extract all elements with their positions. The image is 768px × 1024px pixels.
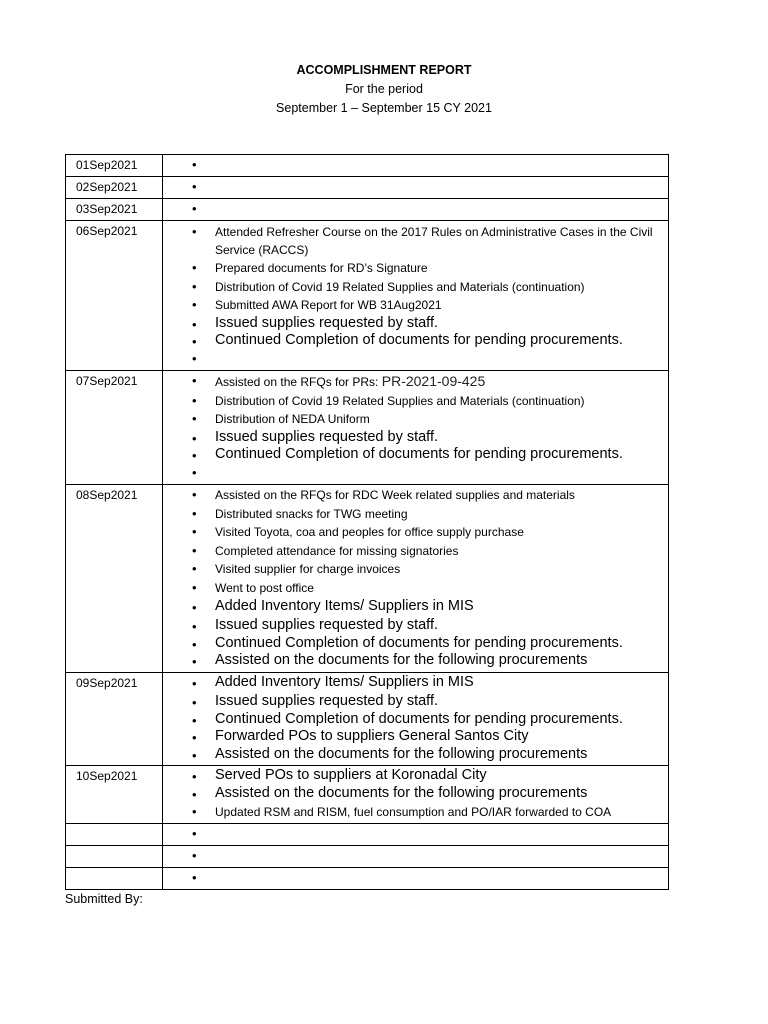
report-period: September 1 – September 15 CY 2021 — [276, 101, 492, 115]
items-cell — [163, 846, 669, 868]
bullet-icon: • — [192, 316, 197, 332]
item-text: Assisted on the RFQs for PRs: — [215, 375, 379, 389]
date-cell: 08Sep2021 — [66, 484, 163, 672]
item-text: Submitted AWA Report for WB 31Aug2021 — [215, 298, 442, 312]
list-item — [163, 542, 668, 560]
bullet-icon: • — [192, 579, 197, 595]
date-cell — [66, 868, 163, 890]
list-item — [163, 505, 668, 523]
table-row — [66, 370, 669, 484]
bullet-icon: • — [192, 260, 197, 275]
list-item — [163, 652, 668, 670]
item-text: Issued supplies requested by staff. — [215, 617, 439, 633]
list-item — [163, 674, 668, 692]
bullet-icon: • — [192, 826, 197, 841]
list-item — [163, 598, 668, 616]
table-row — [66, 868, 669, 890]
item-text: Added Inventory Items/ Suppliers in MIS — [215, 673, 474, 690]
bullet-icon: • — [192, 350, 197, 366]
item-text: Visited supplier for charge invoices — [215, 562, 401, 576]
list-item — [163, 847, 668, 865]
table-row — [66, 177, 669, 199]
bullet-icon: • — [192, 487, 197, 502]
item-text: Visited Toyota, coa and peoples for office supply purchase — [215, 525, 524, 539]
accomplishment-table — [65, 154, 669, 890]
item-text: Continued Completion of documents for pending procurements. — [215, 710, 623, 727]
pr-number: PR-2021-09-425 — [381, 373, 486, 389]
bullet-icon: • — [192, 619, 197, 634]
list-item — [163, 693, 668, 711]
bullet-icon: • — [192, 675, 197, 691]
table-row — [66, 766, 669, 824]
list-item — [163, 372, 668, 391]
bullet-icon: • — [192, 870, 197, 885]
list-item — [163, 315, 668, 333]
list-item — [163, 296, 668, 314]
list-item — [163, 259, 668, 277]
items-cell — [163, 672, 669, 766]
item-text: Updated RSM and RISM, fuel consumption and PO/IAR forwarded to COA — [215, 804, 612, 819]
list-item — [163, 446, 668, 464]
bullet-icon: • — [192, 561, 197, 576]
bullet-icon: • — [192, 411, 197, 426]
bullet-icon: • — [192, 747, 197, 763]
list-item — [163, 617, 668, 635]
list-item — [163, 746, 668, 764]
table-row — [66, 824, 669, 846]
item-text: Attended Refresher Course on the 2017 Rules on Administrative Cases in the Civil Service (RACCS) — [215, 224, 653, 257]
items-cell — [163, 766, 669, 824]
list-item — [163, 825, 668, 843]
item-text: Assisted on the documents for the following procurements — [215, 652, 588, 668]
items-cell — [163, 177, 669, 199]
bullet-icon: • — [192, 524, 197, 539]
bullet-icon: • — [192, 430, 197, 446]
bullet-icon: • — [192, 464, 197, 480]
item-text: Distribution of NEDA Uniform — [215, 412, 370, 426]
date-cell: 09Sep2021 — [66, 672, 163, 766]
item-text: Assisted on the RFQs for RDC Week related supplies and materials — [215, 488, 575, 502]
report-subtitle: For the period — [345, 82, 423, 96]
item-text: Served POs to suppliers at Koronadal City — [215, 767, 487, 783]
item-text: Forwarded POs to suppliers General Santos City — [215, 728, 529, 744]
bullet-icon: • — [192, 599, 197, 615]
date-cell: 06Sep2021 — [66, 221, 163, 371]
item-text: Completed attendance for missing signatories — [215, 543, 459, 558]
item-text: Prepared documents for RD’s Signature — [215, 261, 428, 275]
date-cell: 02Sep2021 — [66, 177, 163, 199]
list-item — [163, 392, 668, 410]
report-header — [0, 61, 768, 118]
item-text: Added Inventory Items/ Suppliers in MIS — [215, 597, 474, 614]
table-row — [66, 484, 669, 672]
list-item — [163, 486, 668, 504]
items-cell — [163, 484, 669, 672]
item-text: Went to post office — [215, 580, 314, 595]
list-item — [163, 579, 668, 597]
bullet-icon: • — [192, 297, 197, 312]
item-text: Issued supplies requested by staff. — [215, 314, 439, 331]
list-item — [163, 332, 668, 350]
list-item — [163, 711, 668, 729]
date-cell: 10Sep2021 — [66, 766, 163, 824]
bullet-icon: • — [192, 695, 197, 710]
list-item — [163, 200, 668, 218]
list-item — [163, 178, 668, 196]
submitted-by-label: Submitted By: — [65, 892, 143, 906]
bullet-icon: • — [192, 179, 197, 194]
bullet-icon: • — [192, 157, 197, 172]
date-cell: 01Sep2021 — [66, 155, 163, 177]
items-cell — [163, 221, 669, 371]
bullet-icon: • — [192, 636, 197, 652]
bullet-icon: • — [192, 278, 197, 294]
table-row — [66, 846, 669, 868]
date-cell — [66, 824, 163, 846]
bullet-icon: • — [192, 542, 197, 558]
date-cell — [66, 846, 163, 868]
item-text: Distribution of Covid 19 Related Supplies and Materials (continuation) — [215, 279, 585, 294]
items-cell — [163, 824, 669, 846]
date-cell: 07Sep2021 — [66, 370, 163, 484]
list-item — [163, 410, 668, 428]
report-title: ACCOMPLISHMENT REPORT — [296, 63, 472, 77]
items-cell — [163, 868, 669, 890]
items-cell — [163, 370, 669, 484]
bullet-icon: • — [192, 505, 197, 521]
item-text: Continued Completion of documents for pending procurements. — [215, 332, 623, 348]
bullet-icon: • — [192, 448, 197, 463]
list-item — [163, 523, 668, 541]
item-text: Assisted on the documents for the following procurements — [215, 784, 588, 801]
bullet-icon: • — [192, 712, 197, 728]
list-item — [163, 785, 668, 803]
item-text: Assisted on the documents for the following procurements — [215, 745, 588, 762]
list-item — [163, 728, 668, 746]
list-item — [163, 350, 668, 368]
item-text: Distributed snacks for TWG meeting — [215, 506, 408, 521]
items-cell — [163, 199, 669, 221]
table-row — [66, 221, 669, 371]
bullet-icon: • — [192, 201, 197, 216]
list-item — [163, 429, 668, 447]
bullet-icon: • — [192, 786, 197, 802]
list-item — [163, 635, 668, 653]
bullet-icon: • — [192, 223, 197, 239]
table-row — [66, 199, 669, 221]
bullet-icon: • — [192, 848, 197, 863]
list-item — [163, 464, 668, 482]
bullet-icon: • — [192, 803, 197, 819]
list-item — [163, 156, 668, 174]
list-item — [163, 803, 668, 821]
table-row — [66, 672, 669, 766]
item-text: Distribution of Covid 19 Related Supplies and Materials (continuation) — [215, 393, 585, 408]
list-item — [163, 560, 668, 578]
bullet-icon: • — [192, 654, 197, 669]
date-cell: 03Sep2021 — [66, 199, 163, 221]
item-text: Issued supplies requested by staff. — [215, 428, 439, 445]
list-item — [163, 869, 668, 887]
bullet-icon: • — [192, 730, 197, 745]
item-text: Issued supplies requested by staff. — [215, 693, 439, 709]
list-item — [163, 278, 668, 296]
list-item — [163, 223, 668, 259]
bullet-icon: • — [192, 769, 197, 784]
bullet-icon: • — [192, 373, 197, 388]
bullet-icon: • — [192, 392, 197, 408]
bullet-icon: • — [192, 334, 197, 349]
list-item — [163, 767, 668, 785]
table-row — [66, 155, 669, 177]
item-text: Continued Completion of documents for pending procurements. — [215, 446, 623, 462]
item-text: Continued Completion of documents for pending procurements. — [215, 634, 623, 651]
items-cell — [163, 155, 669, 177]
